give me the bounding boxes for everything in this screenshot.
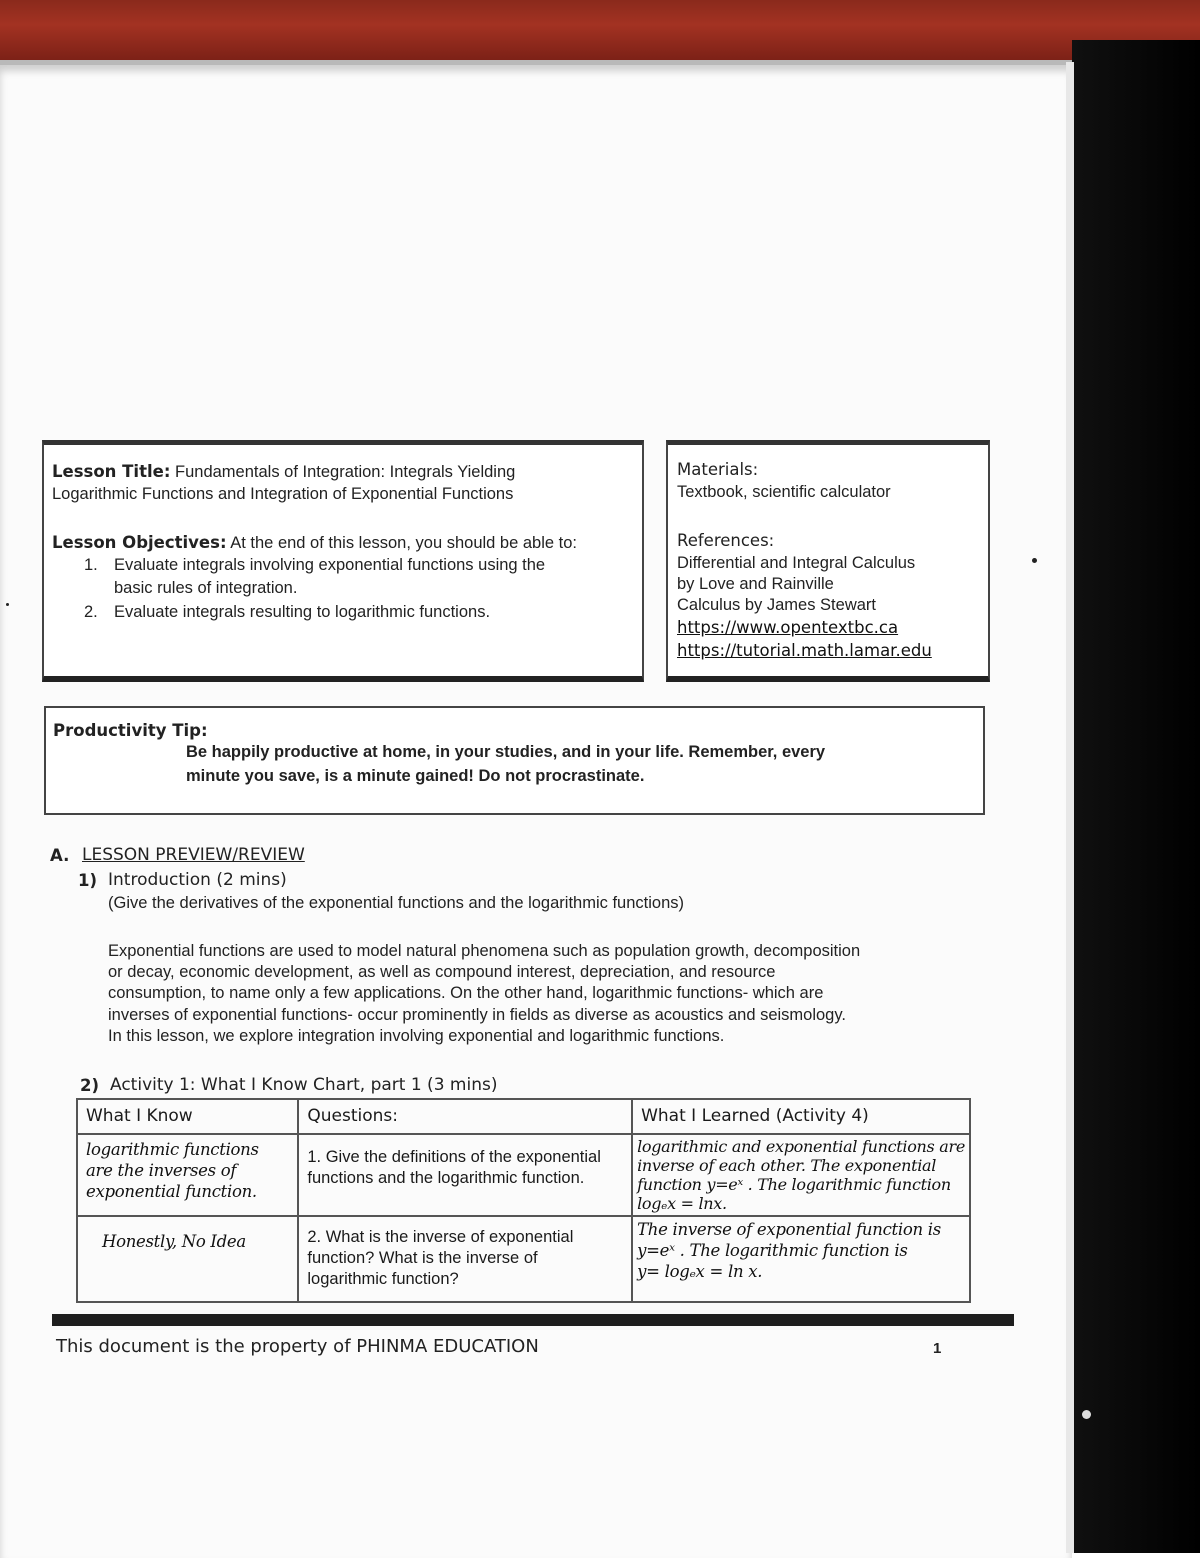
what-i-know-chart [76, 1098, 971, 1303]
question-line: 2. What is the inverse of exponential [307, 1228, 574, 1246]
learned-cell-1 [632, 1134, 970, 1216]
lesson-title-line1: Fundamentals of Integration: Integrals Yielding [175, 463, 516, 481]
handwriting-line: Honestly, No Idea [102, 1232, 246, 1251]
lesson-objectives [52, 532, 577, 554]
table-row [77, 1134, 970, 1216]
intro-title: Introduction (2 mins) [108, 870, 287, 890]
question-line: logarithmic function? [307, 1270, 459, 1288]
lesson-objectives-label: Lesson Objectives: [52, 533, 227, 552]
handwriting-line: y=eˣ . The logarithmic function is [637, 1241, 908, 1260]
intro-paragraph-line1: Exponential functions are used to model natural phenomena such as population growth, decomposition [108, 942, 861, 960]
page-number: 1 [933, 1340, 942, 1357]
question-cell-2 [298, 1216, 632, 1302]
productivity-tip-line2: minute you save, is a minute gained! Do not procrastinate. [186, 767, 645, 785]
know-cell-1 [77, 1134, 298, 1216]
table-surface-right [1072, 40, 1200, 1553]
handwriting-line: function y=eˣ . The logarithmic function [637, 1175, 951, 1194]
handwriting-line: inverse of each other. The exponential [637, 1156, 937, 1175]
intro-paragraph-line4: inverses of exponential functions- occur prominently in fields as diverse as acoustics and seismology. [108, 1006, 846, 1024]
intro-paragraph-line2: or decay, economic development, as well as compound interest, depreciation, and resource [108, 963, 776, 981]
handwriting-line: are the inverses of [86, 1161, 237, 1180]
footer-text: This document is the property of PHINMA EDUCATION [56, 1336, 539, 1357]
objective-1-line2: basic rules of integration. [114, 579, 298, 597]
table-row [77, 1216, 970, 1302]
objective-1-num: 1. [84, 556, 98, 574]
handwriting-line: logarithmic functions [86, 1140, 259, 1159]
handwriting-line: The inverse of exponential function is [637, 1220, 941, 1239]
header-what-i-know: What I Know [77, 1099, 298, 1134]
lesson-title [52, 461, 515, 483]
objective-2-num: 2. [84, 603, 98, 621]
intro-instruction: (Give the derivatives of the exponential functions and the logarithmic functions) [108, 894, 684, 912]
lesson-objectives-intro: At the end of this lesson, you should be able to: [230, 534, 577, 552]
lesson-title-label: Lesson Title: [52, 462, 171, 481]
reference-link-opentextbc[interactable]: https://www.opentextbc.ca [677, 618, 899, 637]
handwriting-line: exponential function. [86, 1182, 257, 1201]
header-questions: Questions: [298, 1099, 632, 1134]
question-line: function? What is the inverse of [307, 1249, 538, 1267]
header-what-i-learned: What I Learned (Activity 4) [632, 1099, 970, 1134]
paper-speck [6, 603, 9, 606]
materials-label: Materials: [677, 460, 759, 479]
learned-cell-2 [632, 1216, 970, 1302]
reference-2: by Love and Rainville [677, 575, 834, 593]
activity-title: Activity 1: What I Know Chart, part 1 (3 mins) [110, 1075, 498, 1095]
handwriting-line: logarithmic and exponential functions are [637, 1137, 965, 1156]
paper-edge [1066, 62, 1074, 1553]
reference-3: Calculus by James Stewart [677, 596, 876, 614]
question-line: 1. Give the definitions of the exponential [307, 1148, 601, 1166]
activity-num: 2) [80, 1076, 100, 1095]
materials-value: Textbook, scientific calculator [677, 483, 891, 501]
paper-speck [1082, 1410, 1091, 1419]
question-line: functions and the logarithmic function. [307, 1169, 585, 1187]
intro-paragraph-line3: consumption, to name only a few applications. On the other hand, logarithmic functions- which are [108, 984, 824, 1002]
handwriting-line: y= logₑx = ln x. [637, 1262, 763, 1281]
intro-num: 1) [78, 871, 98, 890]
references-label: References: [677, 531, 775, 550]
section-heading: LESSON PREVIEW/REVIEW [82, 845, 305, 865]
footer-divider [52, 1314, 1014, 1326]
reference-link-lamar[interactable]: https://tutorial.math.lamar.edu [677, 641, 932, 660]
question-cell-1 [298, 1134, 632, 1216]
table-surface-top [0, 0, 1200, 62]
handwriting-line: logₑx = lnx. [637, 1194, 727, 1213]
objective-1-line1: Evaluate integrals involving exponential functions using the [114, 556, 546, 574]
productivity-tip-label: Productivity Tip: [53, 721, 208, 740]
know-cell-2 [77, 1216, 298, 1302]
chart-header-row [77, 1099, 970, 1134]
paper-speck [1032, 558, 1037, 563]
productivity-tip-line1: Be happily productive at home, in your studies, and in your life. Remember, every [186, 743, 826, 761]
lesson-title-line2: Logarithmic Functions and Integration of Exponential Functions [52, 485, 514, 503]
reference-1: Differential and Integral Calculus [677, 554, 916, 572]
objective-2-line1: Evaluate integrals resulting to logarithmic functions. [114, 603, 491, 621]
intro-paragraph-line5: In this lesson, we explore integration involving exponential and logarithmic functions. [108, 1027, 725, 1045]
section-letter: A. [50, 846, 70, 865]
